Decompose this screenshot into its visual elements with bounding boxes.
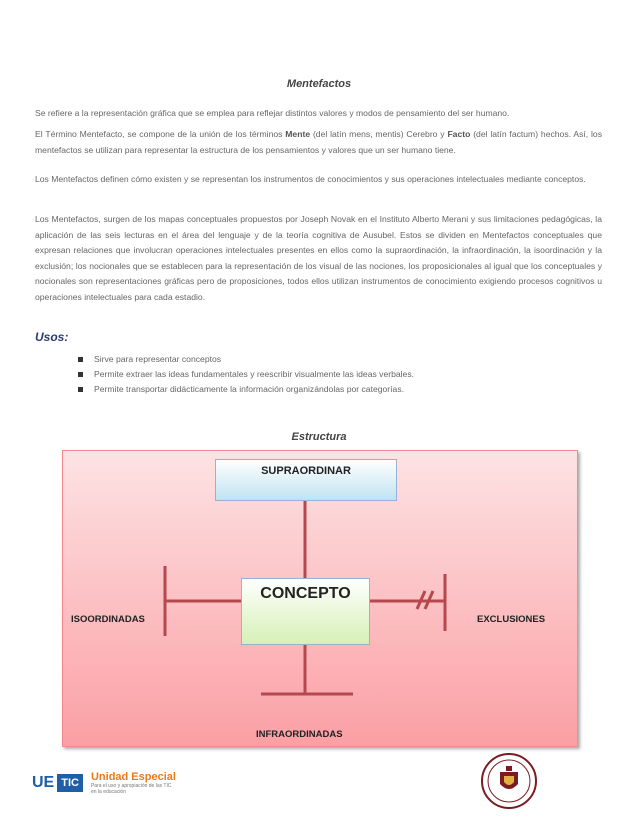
list-item [78,352,414,367]
mentefacto-diagram [62,450,578,747]
paragraph-purpose: Los Mentefactos definen cómo existen y se representan los instrumentos de conocimientos y sus operaciones intelectuales mediante conceptos. [35,174,586,184]
paragraph-etymology [35,127,602,158]
usos-heading: Usos: [35,330,69,344]
list-item-text: Permite transportar didácticamente la información organizándolas por categorías. [94,384,405,394]
list-item-text: Sirve para representar conceptos [94,354,222,364]
university-seal-icon [480,752,538,810]
paragraph-definition: Se refiere a la representación gráfica que se emplea para reflejar distintos valores y modos de pensamiento del ser humano. [35,108,510,118]
etymology-text-a: El Término Mentefacto, se compone de la unión de los términos [35,129,286,139]
concepto-box: CONCEPTO [241,578,370,645]
bullet-icon [78,357,83,362]
etymology-text-e: (del latín factum) hechos. Así, los mentefactos se utilizan para representar la estructura de los pensamientos y valores que un ser humano tiene. [35,129,602,155]
usos-list [78,352,414,397]
logo-subtitle-1: Para el uso y apropiación de las TIC [90,783,172,789]
ue-tic-badge [32,770,83,796]
logo-name: Unidad Especial [90,771,176,783]
logo-subtitle-2: en la educación [90,789,126,795]
etymology-text-c: (del latín mens, mentis) Cerebro y [310,129,448,139]
term-facto: Facto [447,129,471,139]
list-item-text: Permite extraer las ideas fundamentales y reescribir visualmente las ideas verbales. [94,369,415,379]
bullet-icon [78,387,83,392]
supraordinar-box: SUPRAORDINAR [215,459,397,501]
list-item [78,367,414,382]
isoordinadas-label: ISOORDINADAS [71,614,145,625]
infraordinadas-label: INFRAORDINADAS [256,729,343,740]
page-title: Mentefactos [286,78,352,90]
ue-letters: UE [32,774,55,791]
list-item [78,382,414,397]
paragraph-origin: Los Mentefactos, surgen de los mapas conceptuales propuestos por Joseph Novak en el Instituto Alberto Merani y sus limitaciones pedagógicas, la aplicación de las seis lecturas en el área del lenguaje y de la teoría cognitiva de Ausubel. Estos se dividen en Mentefactos conceptuales que expresan relaciones que involucran operaciones intelectuales presentes en ellos como la supraordinación, la infraordinación, la isoordinación y la exclusión; los nocionales que se establecen para la representación de los visual de las nociones, los proposicionales al igual que los conceptuales y nocionales son representaciones gráficas pero de proposiciones, todos ellos utilizan instrumentos de conocimiento exigiendo procesos cognitivos u operaciones intelectuales para cada estadio. [35,214,602,302]
bullet-icon [78,372,83,377]
exclusiones-label: EXCLUSIONES [477,614,546,625]
tic-letters: TIC [57,774,83,792]
term-mente: Mente [285,129,311,139]
ue-logo [32,770,176,796]
estructura-heading: Estructura [291,431,347,443]
